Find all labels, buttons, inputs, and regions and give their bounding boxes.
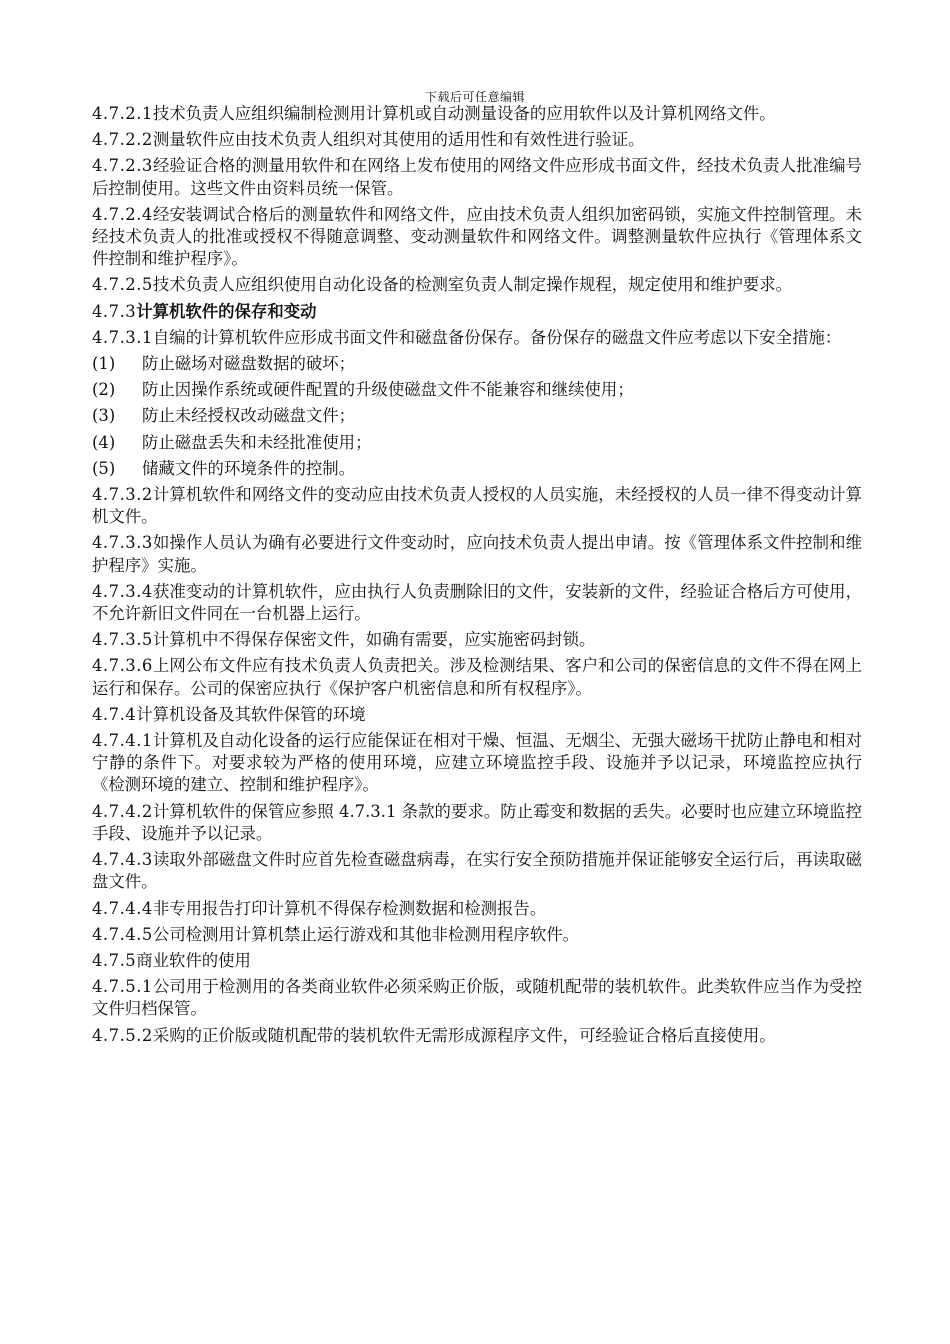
clause-number: 4.7.2.4 (92, 204, 153, 224)
clause-number: 4.7.4 (92, 704, 137, 724)
clause-number: 4.7.3.3 (92, 533, 153, 553)
clause-text: 上网公布文件应有技术负责人负责把关。涉及检测结果、客户和公司的保密信息的文件不得在网上运行和保存。公司的保密应执行《保护客户机密信息和所有权程序》。 (92, 656, 862, 698)
clause-text: 计算机软件的保管应参照 4.7.3.1 条款的要求。防止霉变和数据的丢失。必要时也应建立环境监控手段、设施并予以记录。 (92, 801, 862, 843)
paragraph-4-7-4-3 (92, 849, 862, 893)
clause-number: 4.7.3.5 (92, 630, 153, 650)
clause-number: 4.7.5.2 (92, 1025, 153, 1045)
clause-text: 读取外部磁盘文件时应首先检查磁盘病毒，在实行安全预防措施并保证能够安全运行后，再读取磁盘文件。 (92, 850, 862, 892)
list-number: (2) (92, 380, 116, 400)
clause-text: 经安装调试合格后的测量软件和网络文件，应由技术负责人组织加密码锁，实施文件控制管理。未经技术负责人的批准或授权不得随意调整、变动测量软件和网络文件。调整测量软件应执行《管理体系文件控制和维护程序》。 (92, 204, 862, 269)
clause-number: 4.7.4.1 (92, 731, 153, 751)
clause-text: 测量软件应由技术负责人组织对其使用的适用性和有效性进行验证。 (152, 130, 645, 150)
list-item (92, 353, 862, 375)
paragraph-4-7-2-3 (92, 155, 862, 199)
paragraph-4-7-5-1 (92, 976, 862, 1020)
clause-text: 计算机软件和网络文件的变动应由技术负责人授权的人员实施，未经授权的人员一律不得变动计算机文件。 (92, 485, 862, 527)
clause-text: 公司用于检测用的各类商业软件必须采购正价版，或随机配带的装机软件。此类软件应当作为受控文件归档保管。 (92, 977, 862, 1019)
clause-number: 4.7.3.1 (92, 327, 153, 347)
paragraph-4-7-4-2 (92, 801, 862, 845)
list-text: 防止磁场对磁盘数据的破坏； (142, 354, 356, 374)
clause-number: 4.7.2.3 (92, 156, 153, 176)
clause-number: 4.7.2.1 (92, 104, 153, 123)
paragraph-4-7-2-2 (92, 129, 862, 151)
section-title: 计算机设备及其软件保管的环境 (136, 704, 366, 724)
list-number: (5) (92, 458, 116, 478)
paragraph-4-7-3-6 (92, 655, 862, 699)
paragraph-4-7-2-4 (92, 204, 862, 271)
clause-number: 4.7.5.1 (92, 977, 153, 997)
paragraph-4-7-2-1 (92, 103, 862, 125)
clause-text: 获准变动的计算机软件，应由执行人负责删除旧的文件，安装新的文件，经验证合格后方可使用，不允许新旧文件同在一台机器上运行。 (92, 581, 862, 624)
section-heading-4-7-5 (92, 950, 862, 972)
clause-text: 经验证合格的测量用软件和在网络上发布使用的网络文件应形成书面文件，经技术负责人批准编号后控制使用。这些文件由资料员统一保管。 (92, 156, 862, 198)
clause-text: 采购的正价版或随机配带的装机软件无需形成源程序文件，可经验证合格后直接使用。 (152, 1025, 776, 1045)
list-item (92, 458, 862, 480)
list-text: 防止因操作系统或硬件配置的升级使磁盘文件不能兼容和继续使用； (142, 380, 634, 400)
clause-text: 自编的计算机软件应形成书面文件和磁盘备份保存。备份保存的磁盘文件应考虑以下安全措施： (152, 327, 842, 347)
clause-number: 4.7.4.5 (92, 924, 153, 944)
clause-number: 4.7.4.2 (92, 801, 153, 821)
paragraph-4-7-3-2 (92, 484, 862, 528)
paragraph-4-7-3-5 (92, 629, 862, 651)
paragraph-4-7-4-5 (92, 924, 862, 946)
paragraph-4-7-2-5 (92, 274, 862, 296)
list-item (92, 432, 862, 454)
section-heading-4-7-3 (92, 301, 862, 323)
clause-number: 4.7.5 (92, 950, 137, 970)
clause-number: 4.7.3.4 (92, 581, 153, 601)
clause-number: 4.7.3.2 (92, 485, 153, 505)
clause-number: 4.7.2.5 (92, 275, 153, 295)
section-title: 计算机软件的保存和变动 (136, 301, 317, 321)
clause-text: 非专用报告打印计算机不得保存检测数据和检测报告。 (152, 898, 547, 918)
list-number: (3) (92, 406, 116, 426)
paragraph-4-7-3-4 (92, 581, 862, 625)
page-header: 下载后可任意编辑 (424, 90, 525, 104)
clause-text: 计算机中不得保存保密文件，如确有需要，应实施密码封锁。 (152, 630, 596, 650)
clause-text: 公司检测用计算机禁止运行游戏和其他非检测用程序软件。 (152, 924, 579, 944)
clause-number: 4.7.4.4 (92, 898, 153, 918)
paragraph-4-7-3-1 (92, 327, 862, 349)
list-text: 防止磁盘丢失和未经批准使用； (142, 432, 372, 452)
list-number: (1) (92, 354, 116, 374)
list-item (92, 405, 862, 427)
paragraph-4-7-4-1 (92, 730, 862, 797)
section-title: 商业软件的使用 (136, 950, 251, 970)
clause-text: 技术负责人应组织使用自动化设备的检测室负责人制定操作规程，规定使用和维护要求。 (152, 275, 793, 295)
list-text: 储藏文件的环境条件的控制。 (142, 458, 356, 478)
list-number: (4) (92, 432, 116, 452)
clause-number: 4.7.2.2 (92, 130, 153, 150)
document-body (92, 103, 862, 1051)
clause-text: 计算机及自动化设备的运行应能保证在相对干燥、恒温、无烟尘、无强大磁场干扰防止静电和相对宁静的条件下。对要求较为严格的使用环境，应建立环境监控手段、设施并予以记录，环境监控应执行《检测环境的建立、控制和维护程序》。 (92, 731, 862, 795)
section-heading-4-7-4 (92, 704, 862, 726)
clause-number: 4.7.3.6 (92, 656, 153, 676)
list-text: 防止未经授权改动磁盘文件； (142, 406, 356, 426)
clause-number: 4.7.4.3 (92, 850, 153, 870)
clause-text: 技术负责人应组织编制检测用计算机或自动测量设备的应用软件以及计算机网络文件。 (152, 104, 776, 123)
paragraph-4-7-4-4 (92, 898, 862, 920)
clause-text: 如操作人员认为确有必要进行文件变动时，应向技术负责人提出申请。按《管理体系文件控制和维护程序》实施。 (92, 533, 862, 575)
paragraph-4-7-5-2 (92, 1025, 862, 1047)
clause-number: 4.7.3 (92, 301, 137, 321)
list-item (92, 379, 862, 401)
paragraph-4-7-3-3 (92, 532, 862, 576)
